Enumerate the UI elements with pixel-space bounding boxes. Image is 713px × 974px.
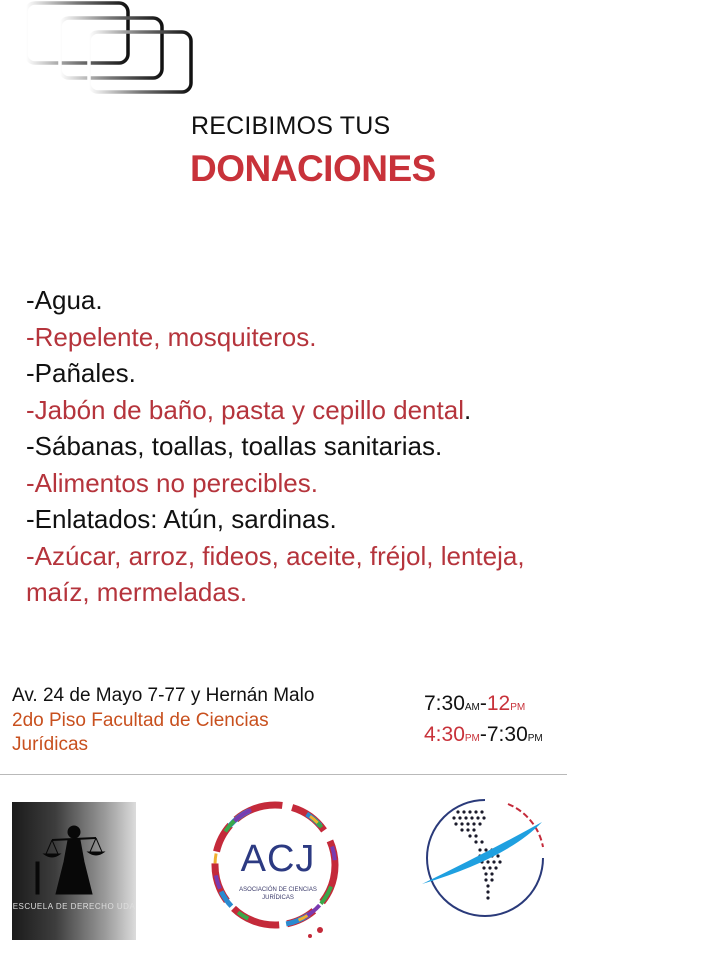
list-item: -Alimentos no perecibles. <box>26 467 318 498</box>
hours-end: 7:30 <box>486 723 528 746</box>
list-item: -Pañales. <box>26 358 136 388</box>
list-item: -Azúcar, arroz, fideos, aceite, fréjol, lenteja, maíz, mermeladas. <box>26 540 525 607</box>
america-map-logo <box>418 792 552 922</box>
justice-figure-icon <box>12 802 136 940</box>
list-item-period: . <box>463 394 472 425</box>
hours-suffix: PM <box>510 702 526 713</box>
hours-morning <box>424 690 543 721</box>
donation-list <box>26 282 666 611</box>
header-line-1: RECIBIMOS TUS <box>191 112 391 140</box>
stacked-frames-logo <box>22 0 197 100</box>
hours-suffix: PM <box>464 733 480 744</box>
hours-end: 12 <box>486 692 511 715</box>
divider <box>0 774 567 775</box>
hours-afternoon <box>424 721 543 752</box>
address-line-2: 2do Piso Facultad de Ciencias Jurídicas <box>12 709 269 755</box>
header-line-2: DONACIONES <box>190 148 436 189</box>
hours-dash: - <box>479 692 487 715</box>
list-item: -Agua. <box>26 285 103 315</box>
address-line-1: Av. 24 de Mayo 7-77 y Hernán Malo <box>12 685 315 706</box>
hours-dash: - <box>479 723 487 746</box>
list-item: -Enlatados: Atún, sardinas. <box>26 504 337 534</box>
acj-subtitle: ASOCIACIÓN DE CIENCIAS JURÍDICAS <box>239 887 317 901</box>
list-item: -Repelente, mosquiteros. <box>26 321 317 352</box>
escuela-derecho-logo <box>12 802 136 940</box>
list-item: -Sábanas, toallas, toallas sanitarias. <box>26 431 443 461</box>
acj-title: ACJ <box>240 838 316 880</box>
hours-start: 4:30 <box>424 723 465 746</box>
list-item-text: -Jabón de baño, pasta y cepillo dental <box>26 394 464 425</box>
hours-suffix: AM <box>464 702 480 713</box>
hours-start: 7:30 <box>424 692 465 715</box>
hours-block <box>424 690 543 752</box>
hours-suffix: PM <box>527 733 543 744</box>
list-item <box>26 392 666 429</box>
escuela-derecho-text: ESCUELA DE DERECHO UDA <box>12 902 136 911</box>
address-block <box>12 684 412 758</box>
